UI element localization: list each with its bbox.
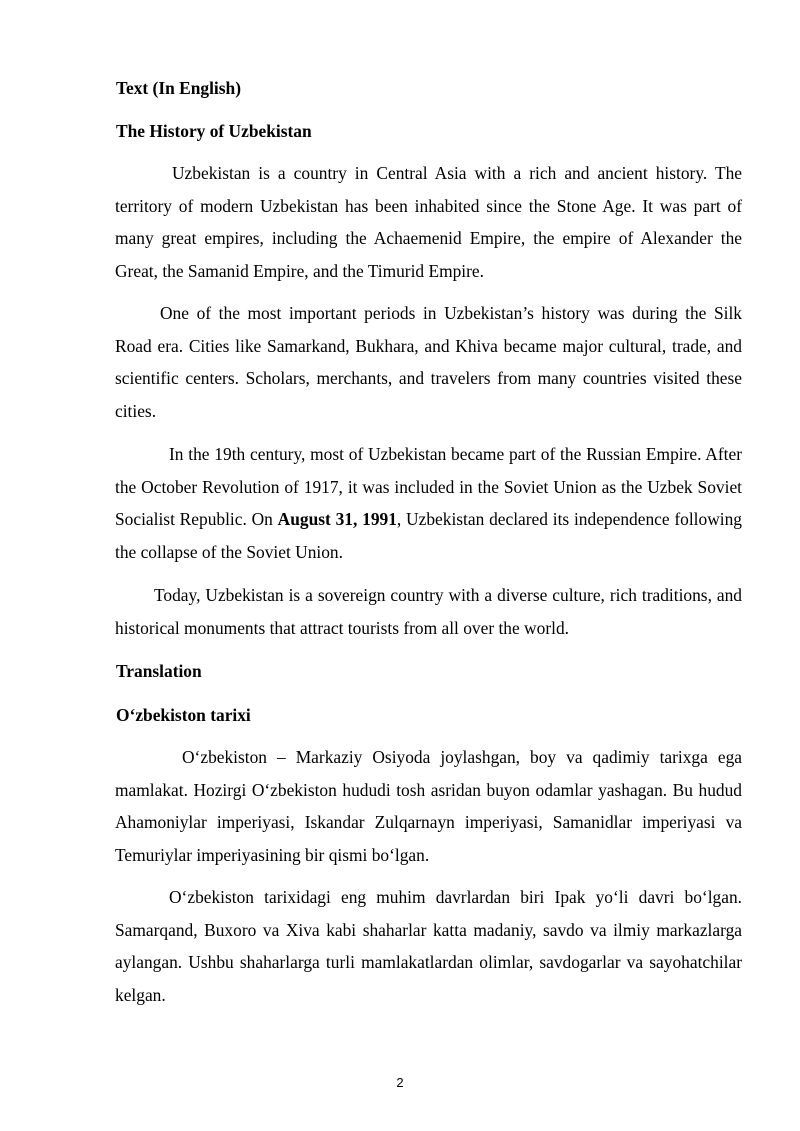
page-number: 2 [396, 1075, 404, 1090]
english-paragraph-3 [115, 438, 742, 568]
uzbek-paragraph-2: O‘zbekiston tarixidagi eng muhim davrlardan biri Ipak yo‘li davri bo‘lgan. Samarqand, Buxoro va Xiva kabi shaharlar katta madaniy, savdo va ilmiy markazlarga aylangan. Ushbu shaharlarga turli mamlakatlardan olimlar, savdogarlar va sayohatchilar kelgan. [115, 887, 742, 1005]
uzbek-title: O‘zbekiston tarixi [116, 705, 251, 725]
uzbek-paragraph-1: O‘zbekiston – Markaziy Osiyoda joylashgan, boy va qadimiy tarixga ega mamlakat. Hozirgi O‘zbekiston hududi tosh asridan buyon odamlar yashagan. Bu hudud Ahamoniylar imperiyasi, Iskandar Zulqarnayn imperiyasi, Samanidlar imperiyasi va Temuriylar imperiyasining bir qismi bo‘lgan. [115, 747, 742, 865]
paragraph-text: In the 19th century, most of Uzbekistan became part of the Russian Empire. After the October Revolution of 1917, it was included in the Soviet Union as the Uzbek Soviet Socialist Republic. On [115, 444, 742, 530]
english-paragraph-4: Today, Uzbekistan is a sovereign country with a diverse culture, rich traditions, and historical monuments that attract tourists from all over the world. [115, 585, 742, 638]
section-heading: Text (In English) [116, 78, 241, 98]
english-title: The History of Uzbekistan [116, 121, 312, 141]
translation-heading: Translation [116, 661, 202, 681]
paragraph-text: , Uzbekistan declared its independence following the collapse of the Soviet Union. [115, 509, 742, 562]
english-paragraph-1: Uzbekistan is a country in Central Asia with a rich and ancient history. The territory of modern Uzbekistan has been inhabited since the Stone Age. It was part of many great empires, including the Achaemenid Empire, the empire of Alexander the Great, the Samanid Empire, and the Timurid Empire. [115, 163, 742, 281]
english-paragraph-2: One of the most important periods in Uzbekistan’s history was during the Silk Road era. Cities like Samarkand, Bukhara, and Khiva became major cultural, trade, and scientific centers. Scholars, merchants, and travelers from many countries visited these cities. [115, 303, 742, 421]
independence-date: August 31, 1991 [277, 509, 397, 530]
